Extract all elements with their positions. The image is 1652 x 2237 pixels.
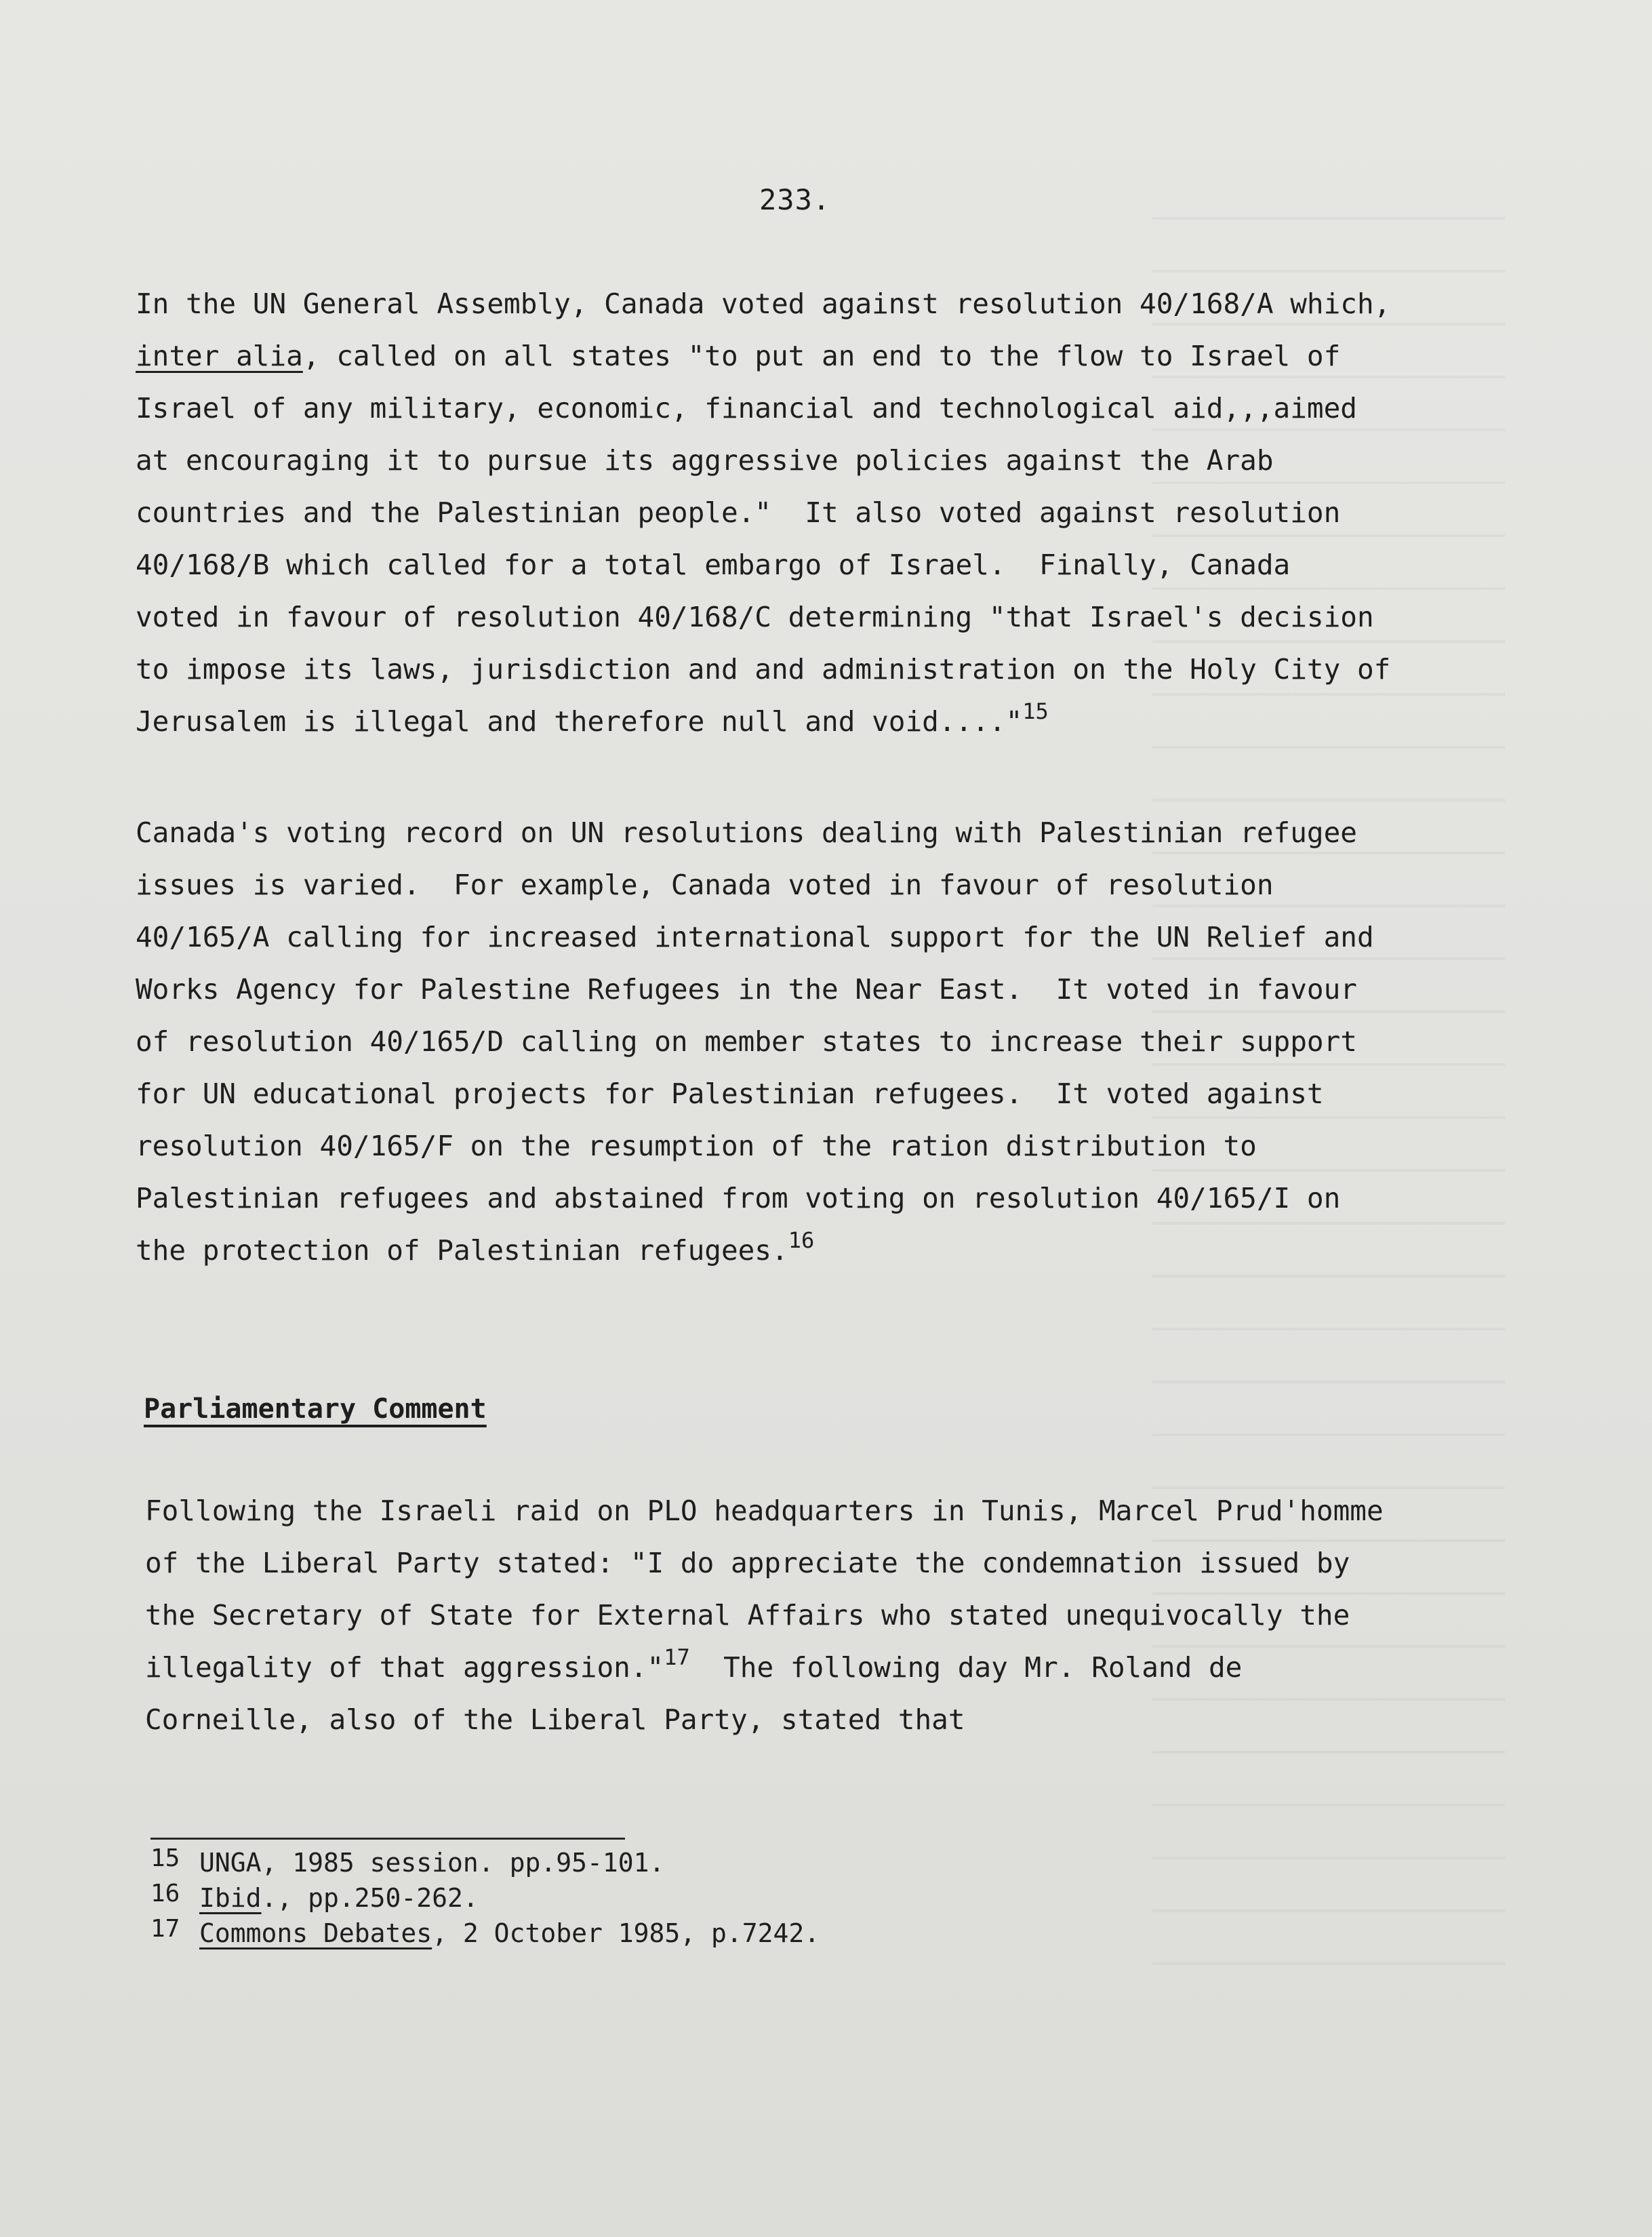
text-line: countries and the Palestinian people." It also voted against resolution [136, 496, 1341, 529]
text-line: Works Agency for Palestine Refugees in the Near East. It voted in favour [136, 973, 1357, 1006]
text-line: the protection of Palestinian refugees.$^{16}$ [136, 1227, 815, 1267]
text-line: resolution 40/165/F on the resumption of the ration distribution to [136, 1130, 1257, 1162]
footnote-number: 17 [150, 1915, 180, 1943]
footnote-divider [150, 1838, 625, 1840]
text-line: Jerusalem is illegal and therefore null and void...."$^{15}$ [136, 698, 1049, 738]
footnote-source: UNGA [199, 1848, 262, 1878]
paragraph-un-general-assembly [136, 278, 1464, 748]
text-line: of the Liberal Party stated: "I do appreciate the condemnation issued by [145, 1547, 1350, 1579]
footnote: 16 Ibid., pp.250-262. [150, 1876, 820, 1912]
text-line: 40/168/B which called for a total embargo of Israel. Finally, Canada [136, 549, 1291, 581]
text-line: In the UN General Assembly, Canada voted against resolution 40/168/A which, [136, 288, 1391, 320]
text-line: inter alia, called on all states "to put an end to the flow to Israel of [136, 340, 1341, 372]
text-line: illegality of that aggression."$^{17}$ The following day Mr. Roland de [145, 1644, 1243, 1684]
text-line: for UN educational projects for Palestinian refugees. It voted against [136, 1077, 1324, 1110]
footnote-number: 15 [150, 1844, 180, 1872]
text-line: Following the Israeli raid on PLO headquarters in Tunis, Marcel Prud'homme [145, 1494, 1384, 1527]
footnote-source: Commons Debates [199, 1918, 432, 1948]
footnote-ref: 17 [664, 1644, 690, 1670]
text-line: the Secretary of State for External Affairs who stated unequivocally the [145, 1599, 1350, 1631]
footnote-source: Ibid [199, 1883, 262, 1913]
text-line: at encouraging it to pursue its aggressive policies against the Arab [136, 444, 1274, 477]
footnote: 17 Commons Debates, 2 October 1985, p.7242. [150, 1912, 820, 1947]
paragraph-parliamentary-comment [145, 1485, 1474, 1746]
text-line: issues is varied. For example, Canada voted in favour of resolution [136, 869, 1274, 901]
text-line: to impose its laws, jurisdiction and and administration on the Holy City of [136, 653, 1391, 686]
text-line: of resolution 40/165/D calling on member states to increase their support [136, 1025, 1357, 1058]
footnote-number: 16 [150, 1880, 180, 1907]
underlined-term: inter alia [136, 340, 303, 372]
footnote: 15 UNGA, 1985 session. pp.95-101. [150, 1841, 820, 1876]
footnote-ref: 16 [788, 1227, 815, 1253]
page-number: 233. [759, 183, 831, 216]
paragraph-refugee-voting [136, 807, 1464, 1277]
text-line: Canada's voting record on UN resolutions dealing with Palestinian refugee [136, 816, 1357, 849]
footnotes [150, 1841, 820, 1947]
text-line: 40/165/A calling for increased international support for the UN Relief and [136, 921, 1374, 953]
text-line: Corneille, also of the Liberal Party, stated that [145, 1703, 965, 1736]
text-line: voted in favour of resolution 40/168/C determining "that Israel's decision [136, 601, 1374, 633]
section-heading: Parliamentary Comment [144, 1393, 487, 1425]
text-line: Israel of any military, economic, financial and technological aid,,,aimed [136, 392, 1357, 424]
footnote-ref: 15 [1022, 698, 1049, 724]
text-line: Palestinian refugees and abstained from voting on resolution 40/165/I on [136, 1182, 1341, 1214]
